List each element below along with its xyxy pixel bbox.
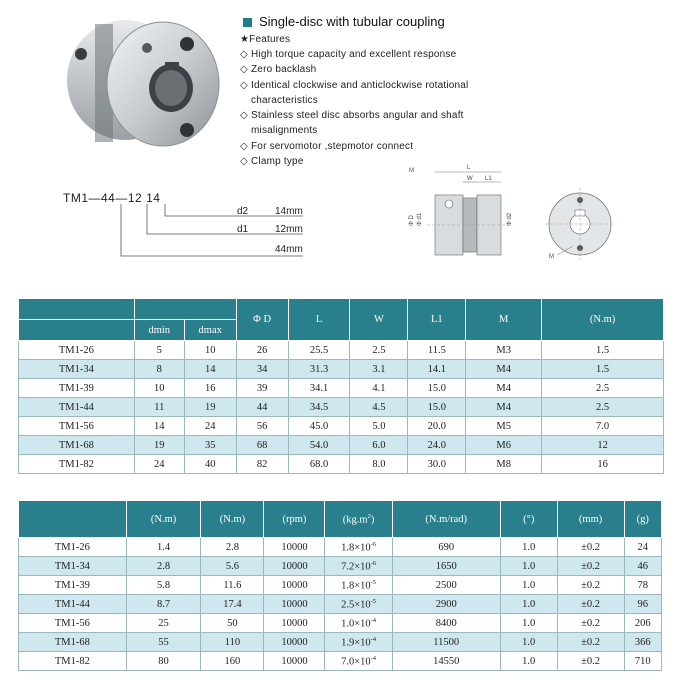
table-cell: 1.0 — [500, 538, 557, 557]
table-row — [19, 417, 664, 436]
section-title: Single-disc with tubular coupling — [240, 12, 500, 32]
table-row — [19, 595, 662, 614]
table-cell: 50 — [201, 614, 264, 633]
dim-d2: Φ d2 — [507, 212, 513, 226]
table-cell: 19 — [184, 398, 236, 417]
table-cell: ±0.2 — [557, 633, 624, 652]
table-cell: 25.5 — [288, 341, 350, 360]
diamond-icon: ◇ — [240, 140, 248, 152]
diamond-icon: ◇ — [240, 110, 248, 122]
table-cell: 24.0 — [408, 436, 466, 455]
d1-value: 12mm — [275, 224, 303, 235]
header-cell: (°) — [500, 501, 557, 538]
table-cell: 11500 — [392, 633, 500, 652]
header-cell: L1 — [408, 299, 466, 341]
table-cell: M5 — [466, 417, 542, 436]
table-cell: 8400 — [392, 614, 500, 633]
table-cell: M4 — [466, 379, 542, 398]
table-cell: 4.1 — [350, 379, 408, 398]
table-cell: M6 — [466, 436, 542, 455]
table-cell: 1650 — [392, 557, 500, 576]
table-cell: 34.5 — [288, 398, 350, 417]
table-row — [19, 576, 662, 595]
table-cell: 1.5 — [542, 341, 664, 360]
table-cell: 80 — [126, 652, 201, 671]
model-cell: TM1-56 — [19, 417, 135, 436]
table-cell: 34.1 — [288, 379, 350, 398]
table-cell: 1.0 — [500, 595, 557, 614]
table-cell: 15.0 — [408, 379, 466, 398]
features-list — [240, 47, 500, 169]
table-cell: 24 — [184, 417, 236, 436]
table-cell: 19 — [134, 436, 184, 455]
table-cell: 78 — [624, 576, 662, 595]
dim-L1: L1 — [485, 176, 492, 182]
table-cell: ±0.2 — [557, 652, 624, 671]
table-cell: 2.5 — [542, 398, 664, 417]
table-cell: M3 — [466, 341, 542, 360]
table-cell: 24 — [134, 455, 184, 474]
table-row — [19, 360, 664, 379]
table-cell: 20.0 — [408, 417, 466, 436]
size-value: 44mm — [275, 244, 303, 255]
table-cell: 2900 — [392, 595, 500, 614]
model-cell: TM1-39 — [19, 576, 127, 595]
feature-item: ◇ For servomotor ,stepmotor connect — [240, 139, 500, 154]
features-panel — [240, 12, 500, 169]
table-row — [19, 398, 664, 417]
header-cell — [19, 501, 127, 538]
feature-item: ◇ Identical clockwise and anticlockwise rotational characteristics — [240, 79, 469, 106]
table-cell: 55 — [126, 633, 201, 652]
table-cell: 2.8 — [201, 538, 264, 557]
table-cell: 4.5 — [350, 398, 408, 417]
part-number-diagram — [63, 186, 343, 266]
header-cell: L — [288, 299, 350, 341]
table-cell: 56 — [236, 417, 288, 436]
table-cell: M4 — [466, 398, 542, 417]
table-cell: 7.0 — [542, 417, 664, 436]
dim-M-end: M — [549, 254, 554, 260]
header-cell: (N.m) — [201, 501, 264, 538]
model-cell: TM1-56 — [19, 614, 127, 633]
table-cell: 5 — [134, 341, 184, 360]
table-cell: 14 — [134, 417, 184, 436]
diamond-icon: ◇ — [240, 156, 248, 168]
table-cell: 366 — [624, 633, 662, 652]
table-cell: ±0.2 — [557, 576, 624, 595]
model-cell: TM1-68 — [19, 633, 127, 652]
table-cell: 10000 — [264, 538, 325, 557]
features-heading: ★Features — [240, 34, 291, 45]
table-cell: 46 — [624, 557, 662, 576]
table-cell: 34 — [236, 360, 288, 379]
feature-item: ◇ Stainless steel disc absorbs angular and shaft misalignments — [240, 110, 464, 137]
table-cell: 1.0 — [500, 633, 557, 652]
table-cell: 45.0 — [288, 417, 350, 436]
header-cell: (g) — [624, 501, 662, 538]
table-cell: 12 — [542, 436, 664, 455]
table-header-row — [19, 299, 664, 320]
d1-label: d1 — [237, 224, 249, 235]
table-cell: 25 — [126, 614, 201, 633]
table-cell: 10000 — [264, 652, 325, 671]
table-cell: 26 — [236, 341, 288, 360]
table-row — [19, 557, 662, 576]
model-cell: TM1-44 — [19, 595, 127, 614]
table-row — [19, 633, 662, 652]
table-cell: 39 — [236, 379, 288, 398]
model-cell: TM1-68 — [19, 436, 135, 455]
inertia-cell: $1.9\times 10^{-4}$ — [325, 633, 392, 652]
table-cell: ±0.2 — [557, 557, 624, 576]
table-cell: 1.0 — [500, 614, 557, 633]
table-cell: 2.8 — [126, 557, 201, 576]
table-cell: 2.5 — [542, 379, 664, 398]
inertia-cell: $1.0\times 10^{-4}$ — [325, 614, 392, 633]
inertia-cell: $7.0\times 10^{-4}$ — [325, 652, 392, 671]
table-cell: 5.6 — [201, 557, 264, 576]
inertia-cell: $1.8\times 10^{-5}$ — [325, 576, 392, 595]
table-cell: 14.1 — [408, 360, 466, 379]
header-cell: Φ D — [236, 299, 288, 341]
table-cell: 10000 — [264, 633, 325, 652]
table-cell: ±0.2 — [557, 538, 624, 557]
table-cell: 5.0 — [350, 417, 408, 436]
table-cell: 14 — [184, 360, 236, 379]
table-cell: 11 — [134, 398, 184, 417]
table-cell: 10000 — [264, 576, 325, 595]
header-cell — [134, 299, 236, 320]
table-cell: 10000 — [264, 595, 325, 614]
header-cell: $(kg.m^2)$ — [325, 501, 392, 538]
table-cell: 15.0 — [408, 398, 466, 417]
table-cell: 16 — [542, 455, 664, 474]
model-cell: TM1-34 — [19, 557, 127, 576]
feature-item: ◇ Zero backlash — [240, 62, 500, 77]
table-cell: 54.0 — [288, 436, 350, 455]
model-cell: TM1-44 — [19, 398, 135, 417]
table-cell: 16 — [184, 379, 236, 398]
model-cell: TM1-26 — [19, 341, 135, 360]
table-cell: 35 — [184, 436, 236, 455]
table-cell: 31.3 — [288, 360, 350, 379]
table-row — [19, 455, 664, 474]
table-cell: 24 — [624, 538, 662, 557]
table-cell: 11.6 — [201, 576, 264, 595]
dim-d1: Φ d1 — [417, 212, 423, 226]
header-cell: dmax — [184, 320, 236, 341]
table-cell: 6.0 — [350, 436, 408, 455]
coupling-photo — [55, 8, 225, 158]
title-bullet-icon — [243, 18, 252, 27]
d2-label: d2 — [237, 206, 249, 217]
header-cell: M — [466, 299, 542, 341]
table-cell: 1.4 — [126, 538, 201, 557]
model-cell: TM1-34 — [19, 360, 135, 379]
table-cell: 82 — [236, 455, 288, 474]
performance-table — [18, 500, 662, 671]
feature-item: ◇ Clamp type — [240, 154, 500, 169]
technical-drawing — [405, 160, 620, 270]
model-cell: TM1-26 — [19, 538, 127, 557]
table-row — [19, 341, 664, 360]
header-cell — [19, 320, 135, 341]
dim-M: M — [409, 168, 414, 174]
table-header-row — [19, 501, 662, 538]
table-cell: 8.7 — [126, 595, 201, 614]
table-cell: 8 — [134, 360, 184, 379]
model-cell: TM1-82 — [19, 455, 135, 474]
dim-L: L — [467, 165, 471, 171]
table-row — [19, 614, 662, 633]
diamond-icon: ◇ — [240, 49, 248, 60]
inertia-cell: $1.8\times 10^{-6}$ — [325, 538, 392, 557]
table-cell: 206 — [624, 614, 662, 633]
diamond-icon: ◇ — [240, 79, 248, 91]
table-cell: 44 — [236, 398, 288, 417]
d2-value: 14mm — [275, 206, 303, 217]
dim-W: W — [467, 176, 473, 182]
header-cell: (N.m) — [542, 299, 664, 341]
header-cell: W — [350, 299, 408, 341]
table-cell: M4 — [466, 360, 542, 379]
header-cell: dmin — [134, 320, 184, 341]
table-cell: 11.5 — [408, 341, 466, 360]
table-row — [19, 652, 662, 671]
table-cell: 10000 — [264, 614, 325, 633]
table-cell: 1.5 — [542, 360, 664, 379]
part-number-code: TM1—44—12 14 — [63, 191, 161, 205]
table-cell: 10 — [134, 379, 184, 398]
table-cell: 710 — [624, 652, 662, 671]
header-cell: (mm) — [557, 501, 624, 538]
inertia-cell: $2.5\times 10^{-5}$ — [325, 595, 392, 614]
table-cell: 690 — [392, 538, 500, 557]
header-cell — [19, 299, 135, 320]
table-cell: 96 — [624, 595, 662, 614]
table-cell: 8.0 — [350, 455, 408, 474]
table-row — [19, 379, 664, 398]
table-cell: 30.0 — [408, 455, 466, 474]
header-cell: (N.m) — [126, 501, 201, 538]
table-cell: 1.0 — [500, 652, 557, 671]
table-cell: 1.0 — [500, 576, 557, 595]
table-cell: 3.1 — [350, 360, 408, 379]
header-cell: (N.m/rad) — [392, 501, 500, 538]
table-cell: 1.0 — [500, 557, 557, 576]
table-cell: ±0.2 — [557, 614, 624, 633]
table-cell: 40 — [184, 455, 236, 474]
table-cell: M8 — [466, 455, 542, 474]
table-cell: 14550 — [392, 652, 500, 671]
table-row — [19, 436, 664, 455]
table-cell: 110 — [201, 633, 264, 652]
table-cell: 10 — [184, 341, 236, 360]
header-cell: (rpm) — [264, 501, 325, 538]
table-cell: 68.0 — [288, 455, 350, 474]
table-cell: 2500 — [392, 576, 500, 595]
table-row — [19, 538, 662, 557]
table-cell: 160 — [201, 652, 264, 671]
table-cell: 5.8 — [126, 576, 201, 595]
table-cell: ±0.2 — [557, 595, 624, 614]
dim-phiD: Φ D — [409, 215, 415, 226]
table-cell: 17.4 — [201, 595, 264, 614]
model-cell: TM1-39 — [19, 379, 135, 398]
table-cell: 68 — [236, 436, 288, 455]
model-cell: TM1-82 — [19, 652, 127, 671]
feature-item: ◇ High torque capacity and excellent response — [240, 47, 500, 62]
diamond-icon: ◇ — [240, 64, 248, 76]
table-cell: 2.5 — [350, 341, 408, 360]
table-cell: 10000 — [264, 557, 325, 576]
inertia-cell: $7.2\times 10^{-6}$ — [325, 557, 392, 576]
dimension-table — [18, 298, 664, 474]
